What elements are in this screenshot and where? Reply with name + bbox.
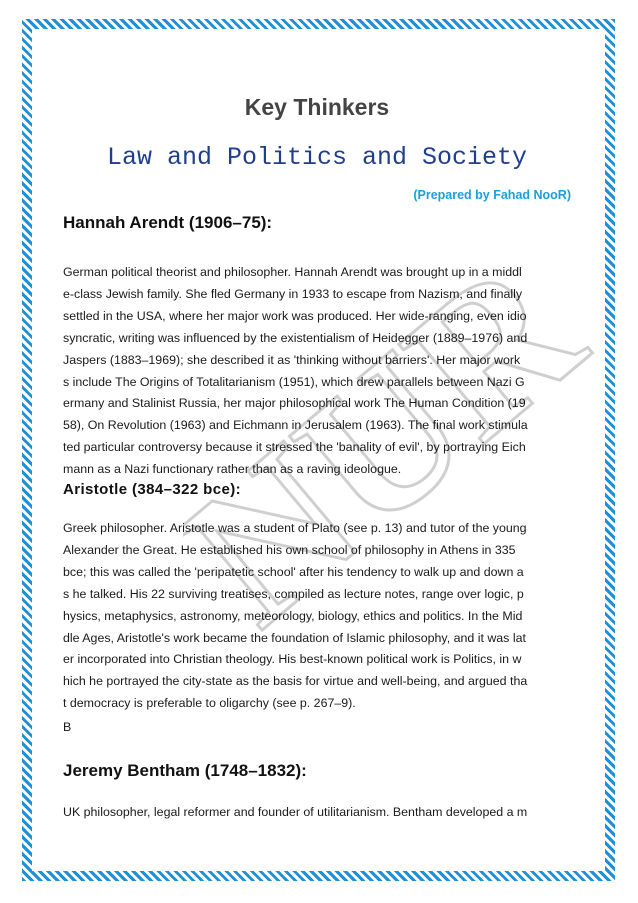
text-line: ermany and Stalinist Russia, her major philosophical work The Human Condition (19: [63, 396, 526, 411]
text-line: hysics, metaphysics, astronomy, meteorology, biology, ethics and politics. In the Mid: [63, 608, 523, 623]
text-line: German political theorist and philosopher. Hannah Arendt was brought up in a middl: [63, 265, 522, 279]
text-line: e-class Jewish family. She fled Germany in 1933 to escape from Nazism, and finally: [63, 286, 523, 301]
text-line: s include The Origins of Totalitarianism (1951), which drew parallels between Nazi G: [63, 374, 525, 389]
section-heading-bentham: Jeremy Bentham (1748–1832):: [63, 761, 307, 780]
text-line: s he talked. His 22 surviving treatises, compiled as lecture notes, range over logic, p: [63, 586, 524, 601]
text-line: settled in the USA, where her major work was produced. Her wide-ranging, even idio: [63, 308, 527, 323]
text-line: dle Ages, Aristotle's work became the foundation of Islamic philosophy, and it was lat: [63, 630, 526, 645]
paragraph-arendt: [63, 262, 571, 481]
index-letter: B: [63, 720, 72, 734]
watermark-text: NUR: [183, 245, 603, 665]
document-title: Key Thinkers: [244, 94, 390, 120]
text-line: hich he portrayed the city-state as the basis for virtue and well-being, and argued tha: [63, 674, 528, 689]
text-line: bce; this was called the 'peripatetic school' after his tendency to walk up and down a: [63, 564, 524, 579]
text-line: Alexander the Great. He established his own school of philosophy in Athens in 335: [63, 542, 516, 557]
text-line: t democracy is preferable to oligarchy (see p. 267–9).: [63, 696, 356, 711]
text-line: UK philosopher, legal reformer and founder of utilitarianism. Bentham developed a m: [63, 805, 528, 819]
text-line: ted particular controversy because it stressed the 'banality of evil', by portraying Eich: [63, 440, 526, 455]
text-line: 58), On Revolution (1963) and Eichmann in Jerusalem (1963). The final work stimula: [63, 418, 528, 433]
section-heading-arendt: Hannah Arendt (1906–75):: [63, 213, 273, 232]
section-heading-aristotle: Aristotle (384–322 bce):: [63, 481, 242, 498]
text-line: syncratic, writing was influenced by the existentialism of Heidegger (1889–1976) and: [63, 330, 528, 345]
document-subtitle: Law and Politics and Society: [106, 143, 528, 172]
text-line: mann as a Nazi functionary rather than as a raving ideologue.: [63, 462, 402, 477]
paragraph-bentham: [63, 802, 571, 824]
document-page: [63, 0, 603, 903]
text-line: Greek philosopher. Aristotle was a student of Plato (see p. 13) and tutor of the young: [63, 521, 527, 535]
text-line: er incorporated into Christian theology. His best-known political work is Politics, in w: [63, 652, 522, 667]
paragraph-aristotle: [63, 518, 571, 715]
text-line: Jaspers (1883–1969); she described it as 'thinking without barriers'. Her major work: [63, 352, 521, 367]
author-credit: (Prepared by Fahad NooR): [413, 188, 571, 202]
